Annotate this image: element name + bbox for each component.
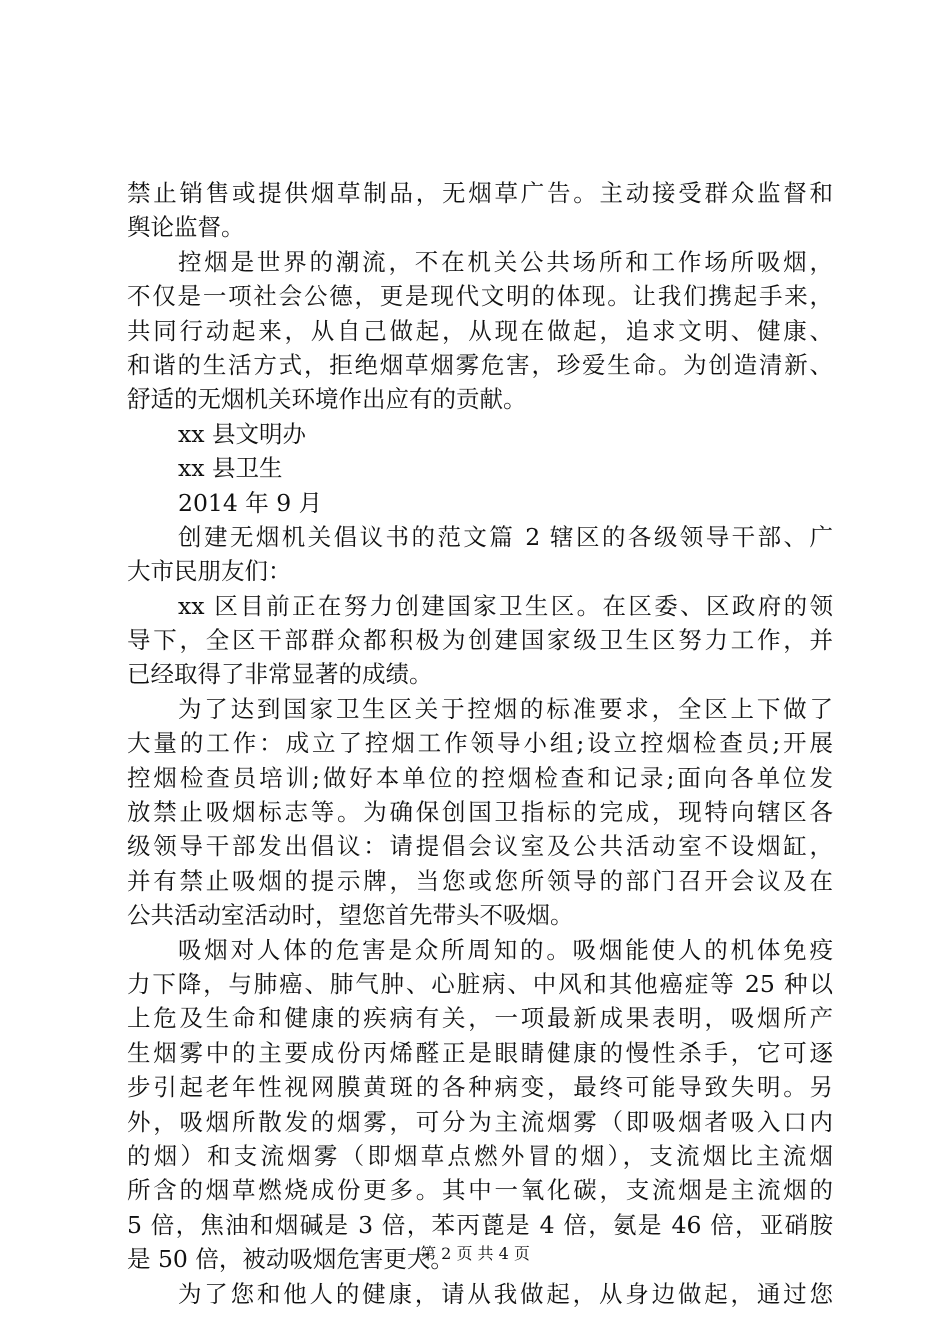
text-line: 的烟）和支流烟雾（即烟草点燃外冒的烟），支流烟比主流烟	[127, 1141, 833, 1170]
text-line: 共同行动起来，从自己做起，从现在做起，追求文明、健康、	[127, 316, 833, 345]
text-line: 步引起老年性视网膜黄斑的各种病变，最终可能导致失明。另	[127, 1073, 833, 1102]
text-line: 舆论监督。	[127, 213, 245, 242]
text-line: 导下，全区干部群众都积极为创建国家级卫生区努力工作，并	[127, 626, 833, 655]
text-line: 力下降，与肺癌、肺气肿、心脏病、中风和其他癌症等 25 种以	[127, 969, 833, 998]
text-line: 创建无烟机关倡议书的范文篇 2 辖区的各级领导干部、广	[178, 522, 833, 551]
text-line: 级领导干部发出倡议：请提倡会议室及公共活动室不设烟缸，	[127, 832, 833, 861]
text-line: 为了您和他人的健康，请从我做起，从身边做起，通过您	[178, 1279, 833, 1308]
text-line: 为了达到国家卫生区关于控烟的标准要求，全区上下做了	[178, 694, 833, 723]
text-line: 是 50 倍，被动吸烟危害更大。	[127, 1245, 454, 1274]
text-line: 和谐的生活方式，拒绝烟草烟雾危害，珍爱生命。为创造清新、	[127, 350, 833, 379]
text-line: 生烟雾中的主要成份丙烯醛正是眼睛健康的慢性杀手，它可逐	[127, 1038, 833, 1067]
text-line: 2014 年 9 月	[178, 488, 323, 517]
text-line: 控烟是世界的潮流，不在机关公共场所和工作场所吸烟，	[178, 247, 833, 276]
text-line: 放禁止吸烟标志等。为确保创国卫指标的完成，现特向辖区各	[127, 798, 833, 827]
text-line: 已经取得了非常显著的成绩。	[127, 660, 433, 689]
text-line: 外，吸烟所散发的烟雾，可分为主流烟雾（即吸烟者吸入口内	[127, 1107, 833, 1136]
text-line: 禁止销售或提供烟草制品，无烟草广告。主动接受群众监督和	[127, 179, 833, 207]
text-line: 上危及生命和健康的疾病有关，一项最新成果表明，吸烟所产	[127, 1004, 833, 1033]
text-line: 5 倍，焦油和烟碱是 3 倍，苯丙蓖是 4 倍，氨是 46 倍，亚硝胺	[127, 1210, 833, 1239]
page-footer: 第 2 页 共 4 页	[420, 1244, 530, 1263]
text-line: 公共活动室活动时，望您首先带头不吸烟。	[127, 901, 574, 930]
text-line: 舒适的无烟机关环境作出应有的贡献。	[127, 385, 527, 414]
text-line: 大量的工作：成立了控烟工作领导小组;设立控烟检查员;开展	[127, 729, 833, 758]
text-line: 控烟检查员培训;做好本单位的控烟检查和记录;面向各单位发	[127, 763, 833, 792]
document-body	[127, 176, 833, 1311]
text-line: 并有禁止吸烟的提示牌，当您或您所领导的部门召开会议及在	[127, 866, 833, 895]
text-line: 吸烟对人体的危害是众所周知的。吸烟能使人的机体免疫	[178, 935, 833, 964]
text-line: 不仅是一项社会公德，更是现代文明的体现。让我们携起手来，	[127, 282, 833, 311]
text-line: xx 区目前正在努力创建国家卫生区。在区委、区政府的领	[178, 591, 833, 620]
text-line: xx 县文明办	[178, 419, 306, 448]
text-line: 大市民朋友们：	[127, 557, 292, 586]
text-line: 所含的烟草燃烧成份更多。其中一氧化碳，支流烟是主流烟的	[127, 1176, 833, 1205]
text-line: xx 县卫生	[178, 454, 283, 483]
